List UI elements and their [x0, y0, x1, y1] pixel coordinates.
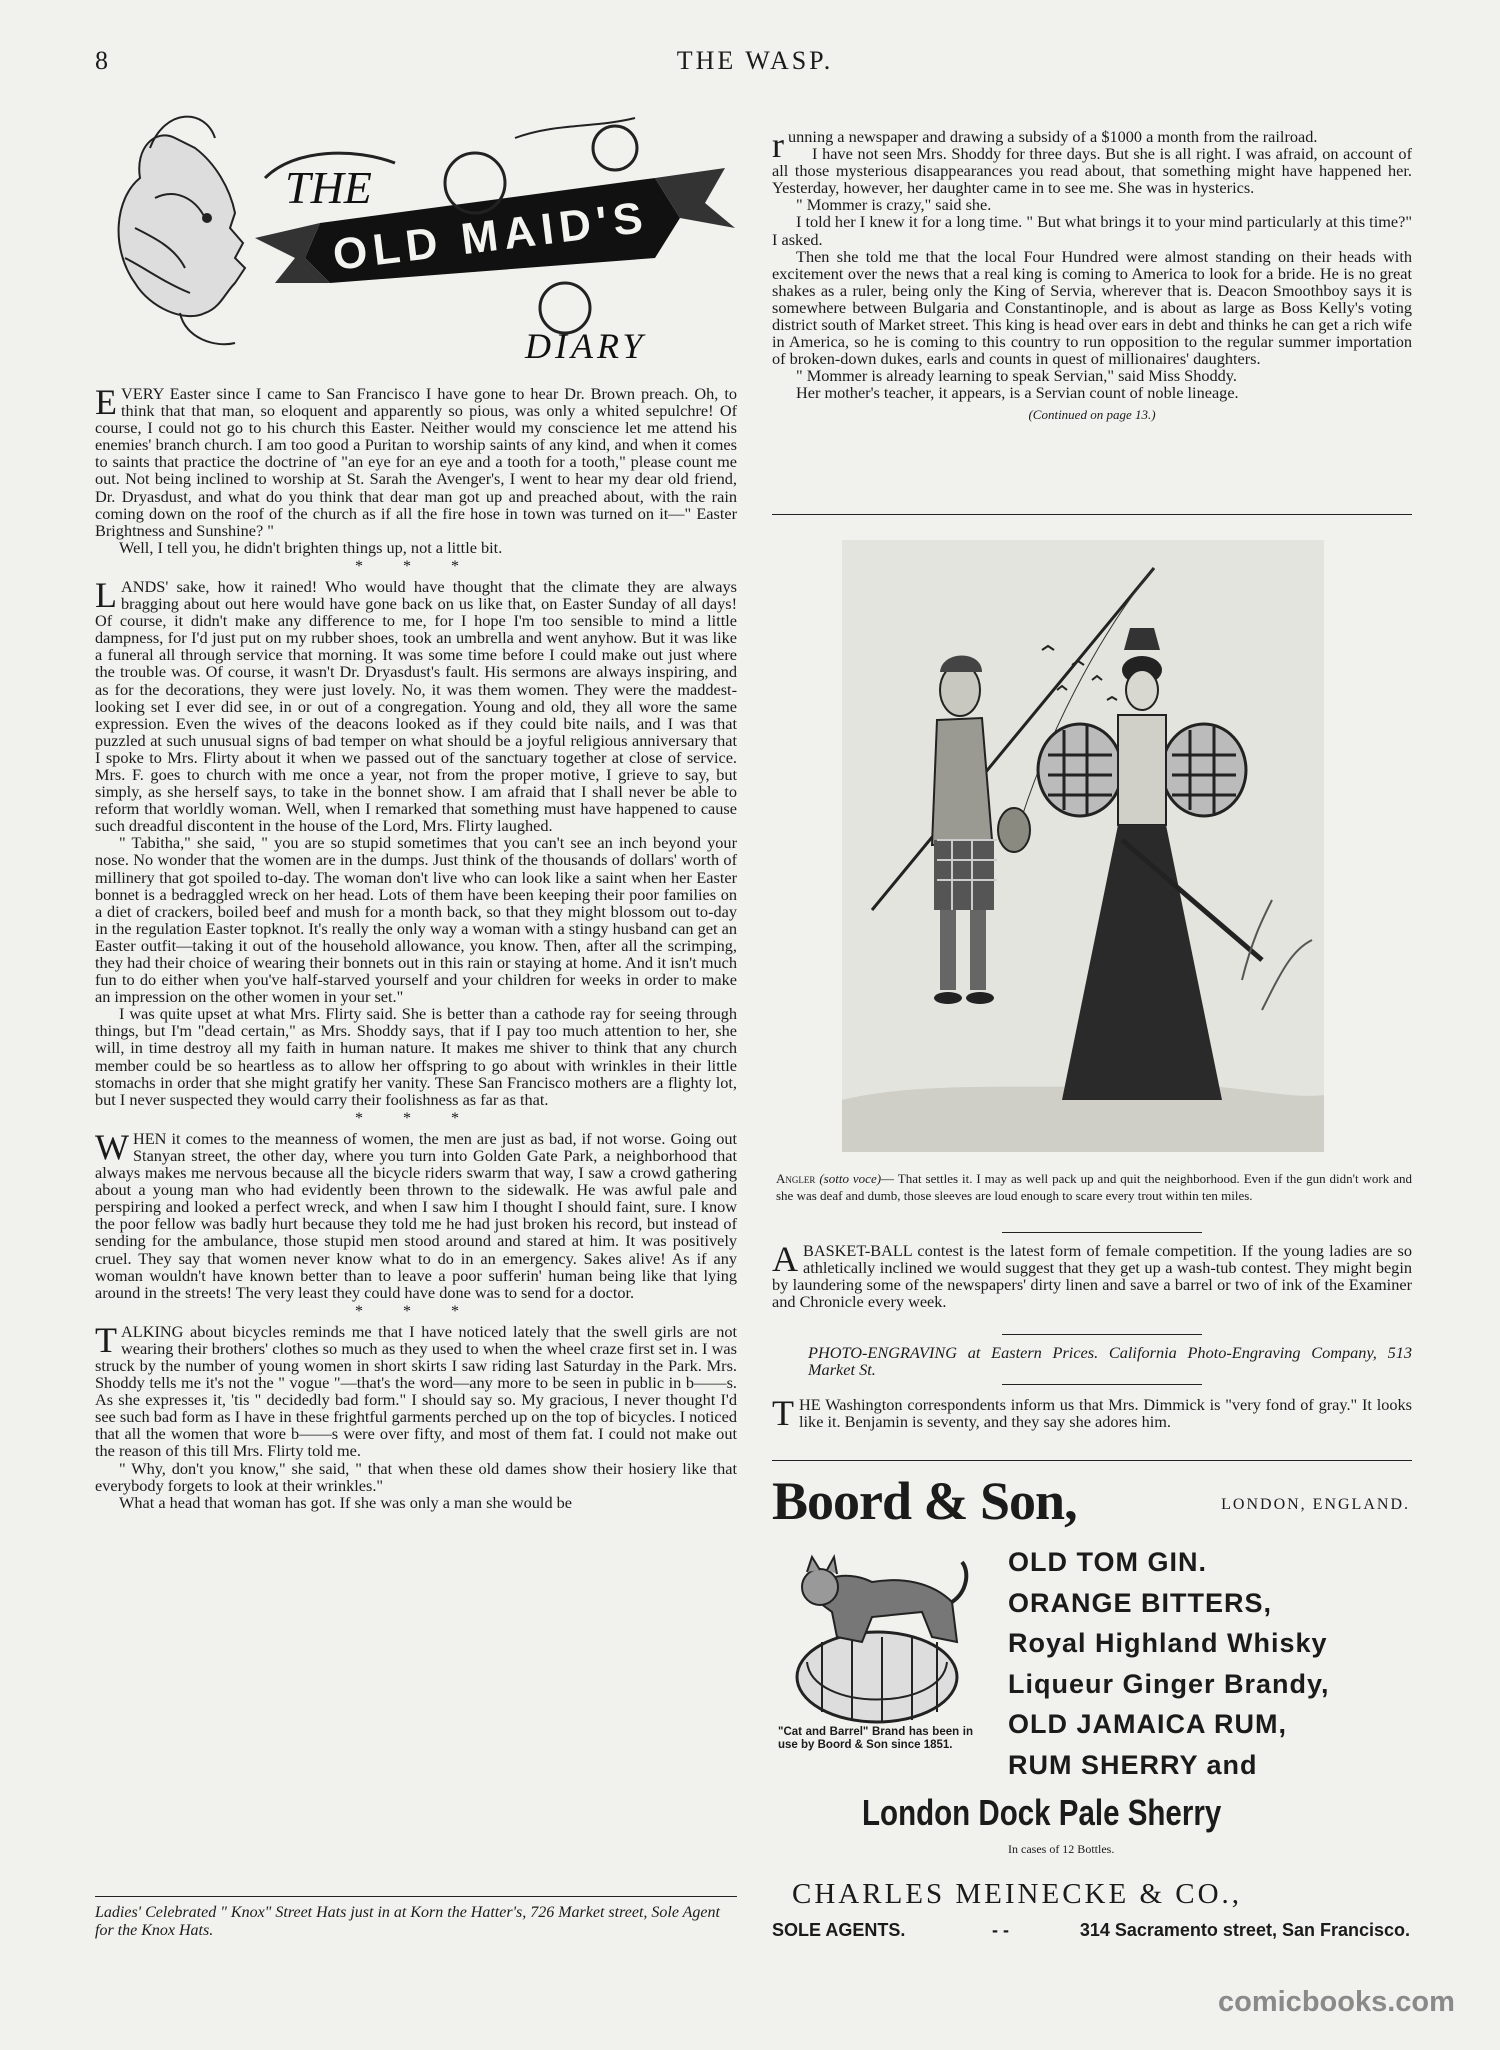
advert-agent: CHARLES MEINECKE & CO., — [792, 1878, 1243, 1910]
washington-text: HE Washington correspondents inform us that Mrs. Dimmick is "very fond of gray." It looks like it. Benjamin is seventy, and they say she adores him. — [799, 1395, 1412, 1432]
banner-artwork — [95, 108, 745, 380]
article-paragraph: " Mommer is crazy," said she. — [796, 195, 992, 215]
footnote-rule — [95, 1896, 737, 1897]
drop-cap: A — [772, 1239, 798, 1279]
article-paragraph: " Mommer is already learning to speak Servian," said Miss Shoddy. — [796, 366, 1237, 386]
boord-and-son-advert — [772, 1462, 1412, 1942]
article-paragraph: LANDS' sake, how it rained! Who would have thought that the climate they are always bragging about out here would have gone back on us like that, on Easter Sunday of all days! Of course, it didn't make any difference to me, for I hope I'm too sensible to mind a little dampness, for I'd just put on my rubber shoes, took an umbrella and went anyhow. But it was like a funeral all through service that morning. It was some time before I could make out just where the trouble was. Of course, it wasn't Dr. Dryasdust's fault. His sermons are always inspiring, and as for the decorations, they were just lovely. No, it was them women. They were the maddest-looking set I ever did see, in or out of a congregation. Young and old, they all wore the same expression. Even the wives of the deacons looked as if they could bite nails, and I was that puzzled at such unusual signs of bad temper on what should be a joyful religious anniversary that I spoke to Mrs. Flirty about it when we passed out of the sanctuary together at close of service. Mrs. F. goes to church with me once a year, not from the proper motive, I grieve to say, but simply, as she herself says, to take in the bonnet show. I am afraid that I shall never be able to reform that worldly woman. Well, when I remarked that something must have happened to cause such dreadful discontent in the house of the Lord, Mrs. Flirty laughed. — [95, 574, 737, 836]
article-paragraph: Then she told me that the local Four Hundred were almost standing on their heads with excitement over the news that a real king is coming to America to look for a bride. He is no great shakes as a ruler, being only the King of Servia, wherever that is. Deacon Smoothboy says it is somewhere between Bulgaria and Constantinople, and is about as large as Boss Kelly's voting district south of Market street. This king is head over ears in debt and thinks he can get a rich wife in America, so he is coming to this country to run opposition to the regular summer importation of broken-down dukes, earls and counts in quest of millionaires' daughters. — [772, 246, 1412, 369]
publication-title: THE WASP. — [676, 46, 834, 75]
photo-engraving-notice: PHOTO-ENGRAVING at Eastern Prices. California Photo-Engraving Company, 513 Market St. — [808, 1343, 1412, 1380]
page-header — [95, 46, 1415, 82]
advert-product: ORANGE BITTERS, — [1008, 1587, 1273, 1618]
cartoon-caption — [776, 1170, 1412, 1204]
advert-location: LONDON, ENGLAND. — [1221, 1496, 1410, 1513]
article-paragraph: " Tabitha," she said, " you are so stupid sometimes that you can't see an inch beyond your nose. No wonder that the women are in the dumps. Just think of the thousands of dollars' worth of millinery that got spoiled to-day. The woman don't live who can look like a saint when her Easter bonnet is a bedraggled wreck on her head. Lots of them have been keeping their poor families on a diet of crackers, boiled beef and mush for a month back, so that they might blossom out to-day in the regulation Easter topknot. It's really the only way a woman with a stingy husband can get an Easter outfit—taking it out of the household allowance, you know. Then, after all the scrimping, they had their choice of wearing their bonnets out in this rain or staying at home. And it isn't much fun to do either when you've half-starved yourself and your children for weeks in order to make an impression on the other women in your set." — [95, 833, 737, 1007]
short-rule — [1002, 1384, 1202, 1385]
lady-portrait — [119, 117, 245, 345]
section-divider: * * * — [355, 1109, 477, 1127]
article-paragraph: What a head that woman has got. If she was only a man she would be — [119, 1492, 573, 1512]
advert-brand-note: "Cat and Barrel" Brand has been in use by Boord & Son since 1851. — [778, 1726, 973, 1751]
advert-product: OLD TOM GIN. — [1008, 1547, 1207, 1577]
knox-hats-notice: Ladies' Celebrated " Knox" Street Hats just in at Korn the Hatter's, 726 Market street, Sole Agent for the Knox Hats. — [95, 1904, 720, 1939]
column-rule — [772, 514, 1412, 515]
advert-product: RUM SHERRY and — [1008, 1749, 1258, 1780]
article-paragraph: EVERY Easter since I came to San Francisco I have gone to hear Dr. Brown preach. Oh, to think that that man, so eloquent and apparently so pious, was only a whited sepulchre! Of course, I could not go to his church this Easter. Neither would my conscience let me attend his enemies' branch church. I am too good a Puritan to worship saints of any kind, and when it comes to saints that practice the doctrine of "an eye for an eye and a tooth for a tooth," please count me out. Not being inclined to worship at St. Sarah the Avenger's, I went to hear my dear old friend, Dr. Dryasdust, and what do you think that dear man got up and preached about, with the rain coming down on the roof of the church as if all the fire hose in town was turned on it—" Easter Brightness and Sunshine? " — [95, 382, 737, 540]
old-maids-diary-banner — [95, 108, 745, 380]
diary-article-left-column — [95, 382, 737, 1512]
article-paragraph: TALKING about bicycles reminds me that I have noticed lately that the swell girls are not wearing their brothers' clothes so much as they used to when the wheel craze first set in. I was struck by the number of young women in short skirts I saw riding last Saturday in the Park. Mrs. Shoddy tells me it's not the " vogue "—that's the word—any more to be seen in public in b——s. As she expresses it, 'tis " decidedly bad form." I should say so. My gracious, I never thought I'd see such bad form as I have in these frightful garments perched up on the top of bicycles. I noticed that all the women that wore b——s were over fifty, and most of them fat. I could not make out the reason of this till Mrs. Flirty told me. — [95, 1319, 737, 1461]
basketball-text: BASKET-BALL contest is the latest form of female competition. If the young ladies are so athletically inclined we would suggest that they get up a wash-tub contest. They might begin by laundering some of the newspapers' dirty linen and save a barrel or two of ink of the Examiner and Chronicle every week. — [772, 1241, 1412, 1312]
advert-product: Royal Highland Whisky — [1008, 1628, 1328, 1658]
advert-company: Boord & Son, — [772, 1471, 1077, 1531]
cat-and-barrel-icon — [782, 1542, 972, 1727]
sole-agents-label: SOLE AGENTS. — [772, 1920, 906, 1940]
caption-speaker: Angler — [776, 1171, 816, 1186]
article-paragraph: I was quite upset at what Mrs. Flirty said. She is better than a cathode ray for seeing through things, but I'm "dead certain," as Mrs. Shoddy says, that if I pay too much attention to her, she will, in time destroy all my faith in human nature. It makes me shiver to think that any church member could be so heartless as to allow her offspring to go about with wrinkles in their little stomachs in order that she might gratify her vanity. These San Francisco mothers are a flighty lot, but I never suspected they would carry their foolishness as far as that. — [95, 1004, 737, 1109]
drop-cap: T — [772, 1393, 794, 1433]
section-divider: * * * — [355, 557, 477, 575]
site-watermark: comicbooks.com — [1218, 1986, 1455, 2018]
diary-article-right-column — [772, 125, 1412, 423]
advert-address: 314 Sacramento street, San Francisco. — [1079, 1920, 1410, 1940]
short-rule — [1002, 1232, 1202, 1233]
page-number: 8 — [95, 46, 108, 75]
article-paragraph: Well, I tell you, he didn't brighten things up, not a little bit. — [119, 537, 503, 557]
caption-aside: (sotto voce) — [819, 1171, 882, 1186]
caption-text: — That settles it. I may as well pack up and quit the neighborhood. Even if the gun didn't work and she was deaf and dumb, those sleeves are loud enough to scare every trout within ten miles. — [776, 1171, 1412, 1203]
article-paragraph: Her mother's teacher, it appears, is a Servian count of noble lineage. — [796, 383, 1239, 403]
banner-the: THE — [285, 162, 372, 213]
article-paragraph: I told her I knew it for a long time. " But what brings it to your mind particularly at this time?" I asked. — [772, 212, 1412, 249]
banner-old-maids: OLD MAID'S — [330, 192, 652, 280]
continued-note: (Continued on page 13.) — [1028, 406, 1156, 422]
advert-top-rule — [772, 1460, 1412, 1461]
article-paragraph: I have not seen Mrs. Shoddy for three days. But she is all right. I was afraid, on account of all those mysterious disappearances you read about, that something might have happened her. Yesterday, however, her daughter came in to see me. She was in hysterics. — [772, 144, 1412, 198]
washington-notice — [772, 1393, 1412, 1433]
basketball-notice — [772, 1239, 1412, 1312]
advert-product: OLD JAMAICA RUM, — [1008, 1709, 1287, 1739]
cartoon-artwork — [842, 540, 1324, 1152]
advert-feature: London Dock Pale Sherry — [862, 1792, 1222, 1833]
article-paragraph: running a newspaper and drawing a subsidy of a $1000 a month from the railroad. — [772, 125, 1318, 165]
advert-product: Liqueur Ginger Brandy, — [1008, 1668, 1330, 1699]
advert-products — [1008, 1542, 1330, 1785]
article-paragraph: WHEN it comes to the meanness of women, the men are just as bad, if not worse. Going out Stanyan street, the other day, where you turn into Golden Gate Park, a neighborhood that always makes me nervous because all the bicycle riders swarm that way, I saw a crowd gathering about a young man who had evidently been thrown to the sidewalk. He was awful pale and perspiring and looked a perfect wreck, and when I saw him I thought I should faint, sure. I know the poor fellow was badly hurt because they told me he had just broken his record, but instead of sending for the ambulance, those stupid men stood around and stared at him. It was positively cruel. They say that women never know what to do in an emergency. Sakes alive! As if any woman wouldn't have known better than to leave a poor sufferin' human being like that lying around in the streets! The very least they could have done was to send for a doctor. — [95, 1126, 737, 1302]
section-divider: * * * — [355, 1302, 477, 1320]
article-paragraph: " Why, don't you know," she said, " that when these old dames show their hosiery like that everybody forgets to look at their wrinkles." — [95, 1458, 737, 1495]
short-rule — [1002, 1334, 1202, 1335]
sole-agents-dashes: - - — [992, 1920, 1009, 1940]
banner-diary: DIARY — [525, 326, 647, 366]
advert-cases: In cases of 12 Bottles. — [1008, 1842, 1115, 1856]
angler-cartoon — [842, 540, 1324, 1152]
